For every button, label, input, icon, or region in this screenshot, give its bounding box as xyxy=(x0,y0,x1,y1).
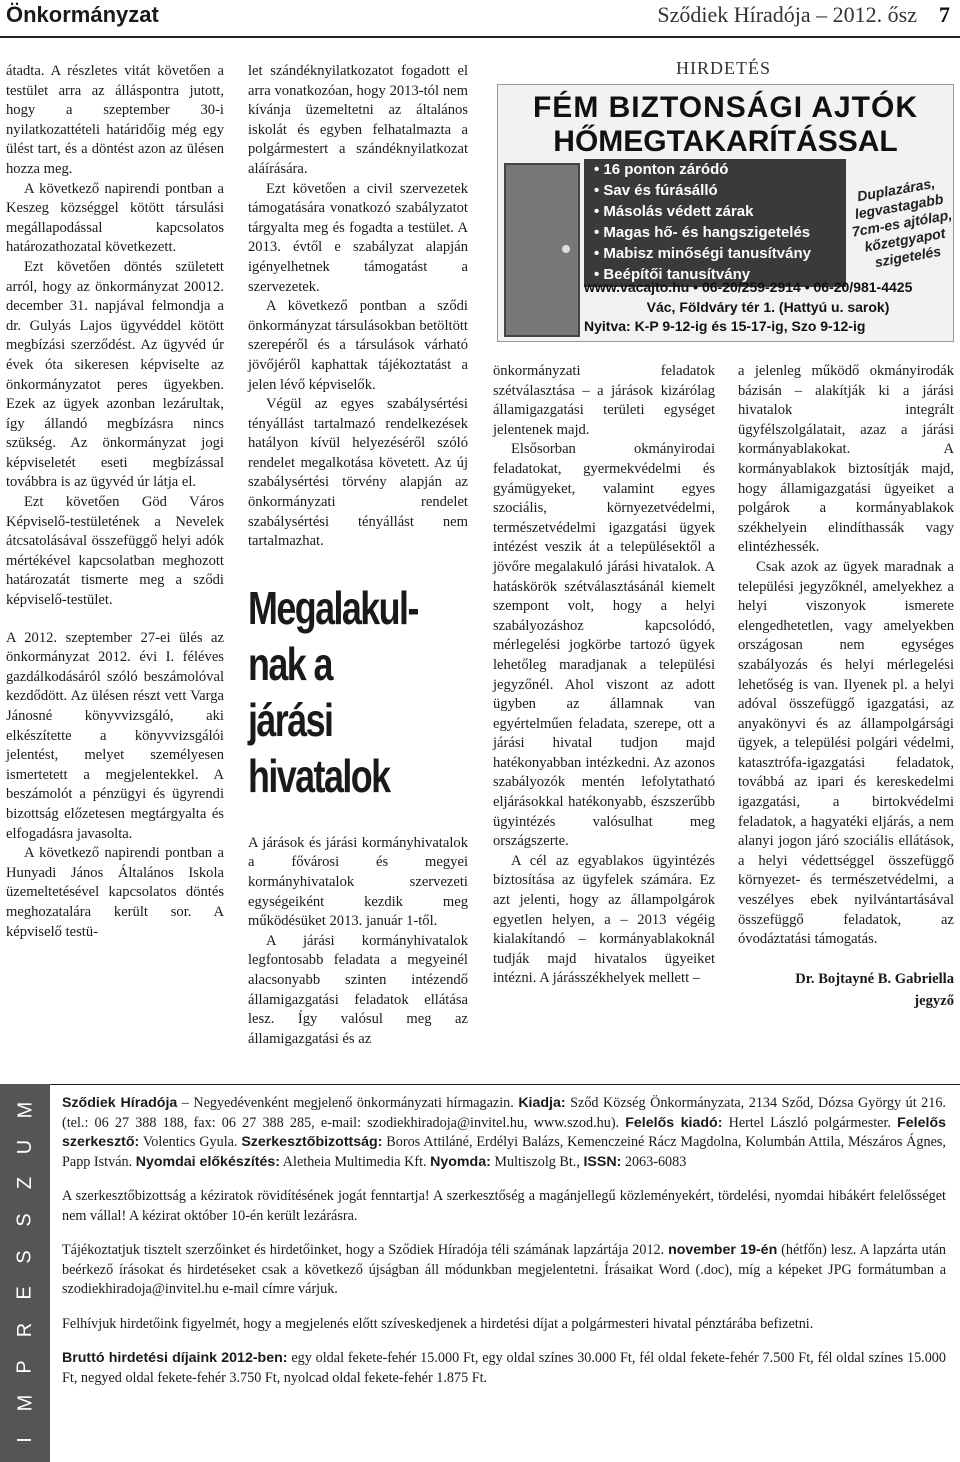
impresszum-key: Nyomdai előkészítés: xyxy=(135,1153,280,1170)
ad-feature: • Mabisz minőségi tanusítvány xyxy=(594,243,811,264)
impresszum-publisher xyxy=(62,1094,946,1172)
publication-info xyxy=(657,2,950,28)
impresszum-letter: U xyxy=(13,1139,36,1154)
impresszum-letter: E xyxy=(14,1286,36,1300)
impresszum-ad-prices xyxy=(62,1349,946,1388)
impresszum-letter: P xyxy=(14,1359,36,1374)
column-1 xyxy=(6,62,224,942)
impresszum-text: Tájékoztatjuk tisztelt szerzőinket és hirdetőinket, hogy a Sződiek Híradója téli számának lapzártája 2012. xyxy=(62,1242,669,1258)
paragraph: let szándéknyilatkozatot fogadott el arra vonatkozóan, hogy 2013-tól nem kívánja üzemeltetni az általános iskolát és egyben felhatalmazta a polgármestert a szándéknyilatkozat aláírására. xyxy=(248,63,468,177)
impresszum-letter: Z xyxy=(14,1177,36,1190)
paragraph: A 2012. szeptember 27-ei ülés az önkormányzat 2012. évi I. féléves gazdálkodásáról szóló beszámolóval kezdődött. Az ülésen részt vett Varga Jánosné könyvvizsgáló, aki elkészítette a könyvvizsgálói jelentést, melyet személyesen ismertetett a megjelentekkel. A beszámolót a pénzügyi és ügyrendi bizottság előzetesen megtárgyalta és elfogadásra javasolta. xyxy=(6,629,224,842)
article-headline: Megalakul- nak a járási hivatalok xyxy=(248,581,418,802)
ad-title: FÉM BIZTONSÁGI AJTÓK xyxy=(532,91,918,124)
impresszum xyxy=(62,1094,946,1403)
impresszum-rule xyxy=(0,1084,960,1085)
signature xyxy=(738,968,954,1012)
column-3 xyxy=(493,362,715,989)
paragraph: A következő pontban a sződi önkormányzat társulásokban betöltött szerepéről és a társulások várható jövőjéről kaphattak tájékoztatást a jelen lévő képviselők. xyxy=(248,298,468,393)
impresszum-paper-name: Sződiek Híradója xyxy=(62,1095,178,1111)
ad-feature: • 16 ponton záródó xyxy=(594,159,811,180)
ad-contact: www.vacajto.hu • 06-20/259-2914 • 06-20/981-4425 xyxy=(584,279,913,295)
ad-label: HIRDETÉS xyxy=(676,58,771,78)
ad-feature: • Beépítői tanusítvány xyxy=(594,264,811,285)
column-4 xyxy=(738,362,954,1012)
paragraph: önkormányzati feladatok szétválasztása – a járások kizárólag államigazgatási területi egységet jelentenek majd. xyxy=(493,363,715,438)
header-rule xyxy=(0,36,960,38)
impresszum-letter: S xyxy=(14,1249,36,1264)
impresszum-text: Hertel László polgármester. xyxy=(722,1114,898,1131)
impresszum-text: Sződ Község Önkormányzata, 2134 Sződ, Dózsa György út 216. (tel.: 06 27 388 188, fax: 06 27 388 285, e-mail: szodiekhiradoja@invitel.hu, www.szod.hu). xyxy=(62,1095,946,1131)
impresszum-text: Volentics Gyula. xyxy=(139,1134,242,1150)
ad-feature-list xyxy=(594,159,811,285)
signature-title: jegyző xyxy=(914,992,954,1009)
page-number: 7 xyxy=(939,2,950,27)
impresszum-key: Felelős kiadó: xyxy=(625,1114,723,1131)
publication-name: Sződiek Híradója – 2012. ősz xyxy=(657,2,917,27)
paragraph: Ezt követően a civil szervezetek támogatására vonatkozó szabályzatot tárgyalta meg és fogadta a testület. A 2013. évtől e szabályzat alapján igényelhetnek támogatást a szervezetek. xyxy=(248,180,468,295)
advertisement xyxy=(497,84,954,342)
impresszum-disclaimer: A szerkesztőbizottság a kéziratok rövidítésének jogát fenntartja! A szerkesztőség a magánjellegű közleményekért, tördelési, nyomdai hibákért felelősséget nem vállal! A kézirat október 10-én került lezárásra. xyxy=(62,1188,946,1224)
paragraph: A járási kormányhivatalok legfontosabb feladata a megyeinél alacsonyabb szinten intézendő államigazgatási feladatok ellátása lesz. Így valósul meg az államigazgatási és az xyxy=(248,932,468,1047)
ad-subtitle: HŐMEGTAKARÍTÁSSAL xyxy=(553,125,898,158)
impresszum-deadline-date: november 19-én xyxy=(668,1242,778,1258)
article-lead: A járások és járási kormányhivatalok a fővárosi és megyei kormányhivatalok szervezeti egységeiként kezdik meg működésüket 2013. január 1-től. xyxy=(248,834,468,930)
paragraph: Elsősorban okmányirodai feladatokat, gyermekvédelmi és gyámügyeket, valamint egyes szociális, környezetvédelmi, természetvédelmi igazgatási ügyek intézést veszik át a településektől a jövőre megalakuló járási hivatalok. A hatáskörök szétválasztásánál kiemelt szempont volt, hogy a helyi szabályozáshoz kapcsolódó, mérlegelési jogkörbe tartozó ügyek lehetőleg maradjanak a települési jegyzőnél. Ahol viszont az adott ügyben az államnak van egyértelműen feladata, szerepe, ott a járási hivatal tudjon majd hatékonyabban intézkedni. Az azonos szabályozók mentén lefolytatható eljárásokkal hatékonyabb, észszerűbb ügyintézés valósulhat meg országszerte. xyxy=(493,441,715,850)
ad-side-text: Duplazáras, legvastagabb 7cm-es ajtólap, kőzetgyapot szigetelés xyxy=(850,174,954,271)
paragraph: A cél az egyablakos ügyintézés biztosítása az ügyfelek számára. Ez azt jelenti, hogy az állampolgárok egyetlen helyen, a – 2013 végéig kialakítandó – kormányablakoknál tudják majd hivatalos ügyeiket intézni. A járásszékhelyek mellett – xyxy=(493,852,715,987)
ad-feature: • Magas hő- és hangszigetelés xyxy=(594,222,811,243)
impresszum-key: Nyomda: xyxy=(430,1153,491,1170)
impresszum-letter: M xyxy=(13,1394,36,1412)
impresszum-text: 2063-6083 xyxy=(621,1153,687,1170)
impresszum-letter: R xyxy=(13,1322,36,1338)
impresszum-key: Szerkesztőbizottság: xyxy=(241,1134,383,1150)
door-knob xyxy=(562,245,570,253)
signature-name: Dr. Bojtayné B. Gabriella xyxy=(795,970,954,987)
paragraph: A következő napirendi pontban a Keszeg községgel kötött társulási megállapodással kapcsolatos határozathozatal következett. xyxy=(6,180,224,256)
door-image xyxy=(504,163,580,337)
paragraph: A következő napirendi pontban a Hunyadi János Általános Iskola üzemeltetésével kapcsolatos döntés meghozatalára került sor. A képviselő testü- xyxy=(6,845,224,940)
paragraph: átadta. A részletes vitát követően a testület arra az álláspontra jutott, hogy a szeptember 30-i nyilatkozattételi határidőig még egy ülést tart, és a döntést azon az ülésen hozza meg. xyxy=(6,63,224,177)
impresszum-payment-note: Felhívjuk hirdetőink figyelmét, hogy a megjelenés előtt szíveskedjenek a hirdetési díjat a polgármesteri hivatal pénztárába befizetni. xyxy=(62,1315,814,1332)
paragraph: a jelenleg működő okmányirodák bázisán – alakítják ki a járási hivatalok integrált ügyfélszolgálatait, azaz a járási kormányablakokat. A kormányablakok biztosítják majd, hogy államigazgatási ügyeiket a polgárok a kormányablakok székhelyein elindíthassák vagy elintézhessék. xyxy=(738,363,954,556)
impresszum-letter: S xyxy=(14,1213,36,1227)
impresszum-deadline xyxy=(62,1241,946,1300)
impresszum-key: Felelős szerkesztő: xyxy=(62,1114,947,1150)
impresszum-key: Bruttó hirdetési díjaink 2012-ben: xyxy=(62,1350,288,1366)
impresszum-text: (hétfőn) lesz. A lapzárta után beérkező írásokat és hirdetéseket csak a következő újságban áll módunkban megjelentetni. Írásaikat Word (.doc), míg a képeket JPG formátumban a szodiekhiradoja@invitel.hu e-mail címre várjuk. xyxy=(62,1242,947,1297)
impresszum-key: ISSN: xyxy=(583,1153,622,1170)
ad-feature: • Másolás védett zárak xyxy=(594,201,811,222)
impresszum-label xyxy=(0,1100,50,1450)
impresszum-text: Aletheia Multimedia Kft. xyxy=(280,1153,431,1170)
impresszum-text: Boros Attiláné, Erdélyi Balázs, Kemenczeiné Rácz Magdolna, Kolumbán Attila, Mészáros Ágnes, Papp István. xyxy=(62,1134,946,1170)
impresszum-letter: I xyxy=(14,1437,36,1443)
paragraph: Ezt követően döntés született arról, hogy az önkormányzat 20012. december 31. napjával felmondja a dr. Gulyás Lajos ügyvéddel kötött megbízási szerződést. Az ügyvéd úr évek óta sikeresen képviselte az önkormányzatot peres ügyekben. Ezek az ügyek azonban lezárultak, így állandó megbízásra nincs szükség. Az önkormányzat jogi képviseletét eseti megbízással továbbra is az ügyvéd úr látja el. xyxy=(6,258,224,491)
impresszum-key: Kiadja: xyxy=(518,1095,566,1111)
impresszum-text: egy oldal fekete-fehér 15.000 Ft, egy oldal színes 30.000 Ft, fél oldal fekete-fehér 7.500 Ft, fél oldal színes 15.000 Ft, negyed oldal fekete-fehér 3.750 Ft, nyolcad oldal fekete-fehér 1.875 Ft. xyxy=(62,1350,946,1386)
impresszum-text: Multiszolg Bt., xyxy=(490,1153,584,1170)
ad-hours: Nyitva: K-P 9-12-ig és 15-17-ig, Szo 9-12-ig xyxy=(584,318,866,334)
impresszum-text: – Negyedévenként megjelenő önkormányzati hírmagazin. xyxy=(177,1095,519,1111)
paragraph: Végül az egyes szabálysértési tényállást tartalmazó rendelkezések hatályon kívül helyezéséről szóló rendelet megalkotása követett. Az új szabálysértési törvény alapján az önkormányzati rendelet szabálysértési tényállást nem tartalmazhat. xyxy=(248,396,468,550)
page-header xyxy=(0,0,960,40)
paragraph: Ezt követően Göd Város Képviselő-testületének a Nevelek átcsatolásával összefüggő helyi adók mértékével kapcsolatban meghozott határozatát tismerte meg a sződi képviselő-testület. xyxy=(6,494,224,609)
ad-address: Vác, Földváry tér 1. (Hattyú u. sarok) xyxy=(646,299,890,315)
paragraph: Csak azok az ügyek maradnak a települési jegyzőknél, amelyekhez a helyi viszonyok ismerete elengedhetetlen, vagy amelyekben országosan nem egységes szabályozás és helyi mérlegelési lehetőség is van. Ilyenek pl. a helyi adóval összefüggő igazgatási, az anyakönyvi és az állampolgársági ügyek, a települési polgári védelmi, katasztrófa-igazgatási feladatok, továbbá az ipari és kereskedelmi igazgatási, a birtokvédelmi feladatok, a hagyatéki eljárás, a nem alanyi jogon járó szociális ellátások, a helyi védettséggel összefüggő környezet- és természetvédelmi, a veszélyes ebek nyilvántartásával összefüggő feladatok, az óvodáztatási támogatás. xyxy=(738,558,954,948)
column-2 xyxy=(248,62,468,1049)
impresszum-letter: M xyxy=(13,1101,36,1119)
section-title: Önkormányzat xyxy=(6,2,159,27)
ad-feature: • Sav és fúrásálló xyxy=(594,180,811,201)
